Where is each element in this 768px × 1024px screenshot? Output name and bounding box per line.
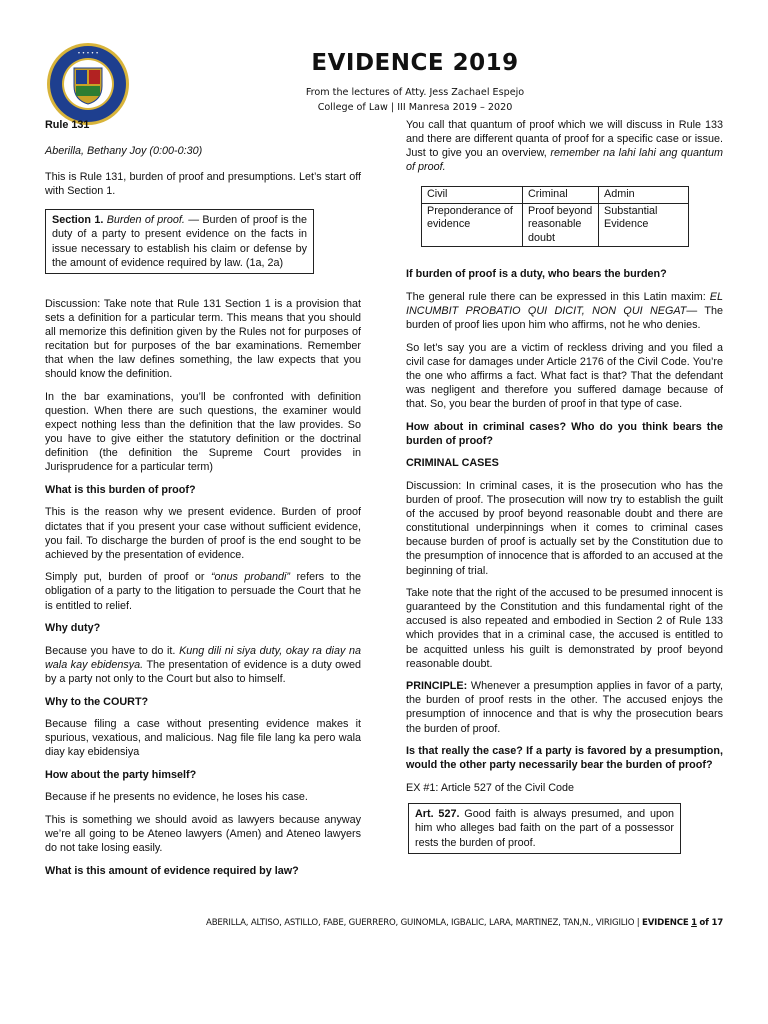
text-run-italic: Kung dili ni siya duty, okay ra diay na wala kay ebidensya. bbox=[45, 644, 361, 671]
text-run: refers to the obligation of a party to the litigation to persuade the Court that he is entitled to relief. bbox=[45, 571, 361, 612]
question-heading: If burden of proof is a duty, who bears the burden? bbox=[406, 268, 667, 281]
text-run: The general rule there can be expressed in this Latin maxim: bbox=[406, 290, 710, 303]
table-header-cell: Civil bbox=[422, 187, 523, 204]
question-heading: How about in criminal cases? Who do you think bears the burden of proof? bbox=[406, 420, 723, 447]
paragraph: This is something we should avoid as lawyers because anyway we’re all going to be Ateneo lawyers (Amen) and Ateneo lawyers do not take losing easily. bbox=[45, 814, 361, 855]
question-heading: What is this amount of evidence required by law? bbox=[45, 864, 299, 877]
paragraph bbox=[406, 290, 723, 332]
question-heading: Why duty? bbox=[45, 622, 101, 635]
question-heading: How about the party himself? bbox=[45, 768, 197, 781]
paragraph bbox=[45, 570, 361, 612]
document-subtitle bbox=[245, 85, 585, 115]
example-label: EX #1: Article 527 of the Civil Code bbox=[406, 781, 575, 794]
text-run-italic: “onus probandi” bbox=[210, 571, 291, 584]
ateneo-seal-icon bbox=[46, 42, 130, 126]
article-527-box bbox=[408, 803, 681, 853]
page-number: 1 bbox=[691, 918, 697, 928]
lecture-credit: From the lectures of Atty. Jess Zachael Espejo bbox=[305, 87, 525, 98]
table-row bbox=[422, 203, 689, 247]
principle-paragraph bbox=[406, 679, 723, 735]
page-footer bbox=[150, 918, 723, 928]
text-run: You call that quantum of proof which we will discuss in Rule 133 and there are different quanta of proof for a specific case or issue. Just to give you an overview, bbox=[406, 119, 723, 160]
paragraph bbox=[45, 644, 361, 686]
article-body: Good faith is always presumed, and upon him who alleges bad faith on the part of a possessor rests the burden of proof. bbox=[415, 808, 674, 849]
discussion-paragraph: Discussion: In criminal cases, it is the prosecution who has the burden of proof. The prosecution will now try to establish the guilt of the accused by proof beyond reasonable doubt and there are constitutional underpinnings when it comes to criminal cases because burden of proof is actually set by the Constitution due to the presumption of innocence that is afforded to an accused at the beginning of trial. bbox=[406, 480, 723, 577]
paragraph: In the bar examinations, you’ll be confronted with definition question. When there are such questions, the examiner would expect nothing less than the definition that the law provides. So you have to give either the statutory definition or the doctrinal definition (the definition the Supreme Court provides in Jurisprudence for a particular term) bbox=[45, 390, 361, 474]
page-total: of 17 bbox=[699, 918, 723, 928]
text-run: Whenever a presumption applies in favor of a party, the burden of proof rests in the other. The accused enjoys the presumption of innocence and that is why the prosecution bears the burden of proof. bbox=[406, 680, 723, 735]
latin-maxim: EL INCUMBIT PROBATIO QUI DICIT, NON QUI NEGAT bbox=[406, 290, 723, 318]
college-line: College of Law | III Manresa 2019 – 2020 bbox=[317, 102, 513, 113]
table-cell: Substantial Evidence bbox=[599, 203, 689, 247]
section-1-box bbox=[45, 209, 314, 273]
footer-subject: EVIDENCE bbox=[642, 918, 689, 928]
svg-text:• • • • •: • • • • • bbox=[77, 50, 99, 57]
table-cell: Proof beyond reasonable doubt bbox=[523, 203, 599, 247]
article-label: Art. 527. bbox=[415, 808, 460, 821]
paragraph: Because if he presents no evidence, he loses his case. bbox=[45, 791, 308, 804]
paragraph: Because filing a case without presenting evidence makes it spurious, vexatious, and malicious. Nag file file lang ka pero wala diay kay ebidensiya bbox=[45, 718, 361, 759]
right-column bbox=[406, 118, 723, 862]
section-heading: CRIMINAL CASES bbox=[406, 457, 499, 470]
discussion-paragraph: Discussion: Take note that Rule 131 Section 1 is a provision that sets a definition for a particular term. This means that you should all memorize this definition given by the Rules not for purposes of recitation but for purposes of the bar examinations. Remember that when the law defines something, the law expects that you should know the definition. bbox=[45, 297, 361, 381]
paragraph: This is the reason why we present evidence. Burden of proof dictates that if you present your case without sufficient evidence, you fail. To discharge the burden of proof is the end sought to be achieved by the presentation of evidence. bbox=[45, 506, 361, 561]
footer-authors: ABERILLA, ALTISO, ASTILLO, FABE, GUERRERO, GUINOMLA, IGBALIC, LARA, MARTINEZ, TAN,N., VIRIGILIO | bbox=[206, 918, 643, 928]
principle-label: PRINCIPLE: bbox=[406, 680, 468, 693]
paragraph bbox=[406, 118, 723, 174]
table-header-cell: Admin bbox=[599, 187, 689, 204]
text-run: The presentation of evidence is a duty owed by a party not only to the Court but also to himself. bbox=[45, 658, 361, 685]
text-run-italic: remember na lahi lahi ang quantum of proof. bbox=[406, 147, 723, 174]
table-header-cell: Criminal bbox=[523, 187, 599, 204]
document-title: EVIDENCE 2019 bbox=[311, 50, 519, 76]
question-heading: Why to the COURT? bbox=[45, 695, 149, 708]
table-header-row bbox=[422, 187, 689, 204]
text-run: Simply put, burden of proof or bbox=[45, 571, 211, 584]
intro-paragraph: This is Rule 131, burden of proof and presumptions. Let’s start off with Section 1. bbox=[45, 171, 361, 198]
table-cell: Preponderance of evidence bbox=[422, 203, 523, 247]
text-run: Because you have to do it. bbox=[45, 644, 180, 657]
rule-heading: Rule 131 bbox=[45, 119, 90, 131]
left-column bbox=[45, 118, 361, 886]
question-heading: What is this burden of proof? bbox=[45, 483, 196, 496]
text-run: — The burden of proof lies upon him who affirms, not he who denies. bbox=[406, 305, 723, 332]
question-heading: Is that really the case? If a party is favored by a presumption, would the other party necessarily bear the burden of proof? bbox=[406, 745, 723, 772]
paragraph: So let’s say you are a victim of reckless driving and you filed a civil case for damages under Article 2176 of the Civil Code. You’re the one who affirms a fact. What fact is that? That the defendant was negligent and therefore you suffered damage because of that. So, you bear the burden of proof in that type of case. bbox=[406, 341, 723, 411]
section-1-term: Burden of proof. bbox=[106, 214, 185, 227]
paragraph: Take note that the right of the accused to be presumed innocent is guaranteed by the Constitution and this fundamental right of the accused is also repeated and embodied in Section 2 of Rule 133 which provides that in a criminal case, the accused is entitled to be acquitted unless his guilt is demonstrated by proof beyond reasonable doubt. bbox=[406, 587, 723, 670]
section-1-body: — Burden of proof is the duty of a party to present evidence on the facts in issue necessary to establish his claim or defense by the amount of evidence required by law. (1a, 2a) bbox=[52, 214, 307, 269]
quantum-of-proof-table bbox=[421, 186, 689, 247]
byline: Aberilla, Bethany Joy (0:00-0:30) bbox=[45, 145, 203, 158]
section-1-label: Section 1. bbox=[52, 214, 104, 227]
